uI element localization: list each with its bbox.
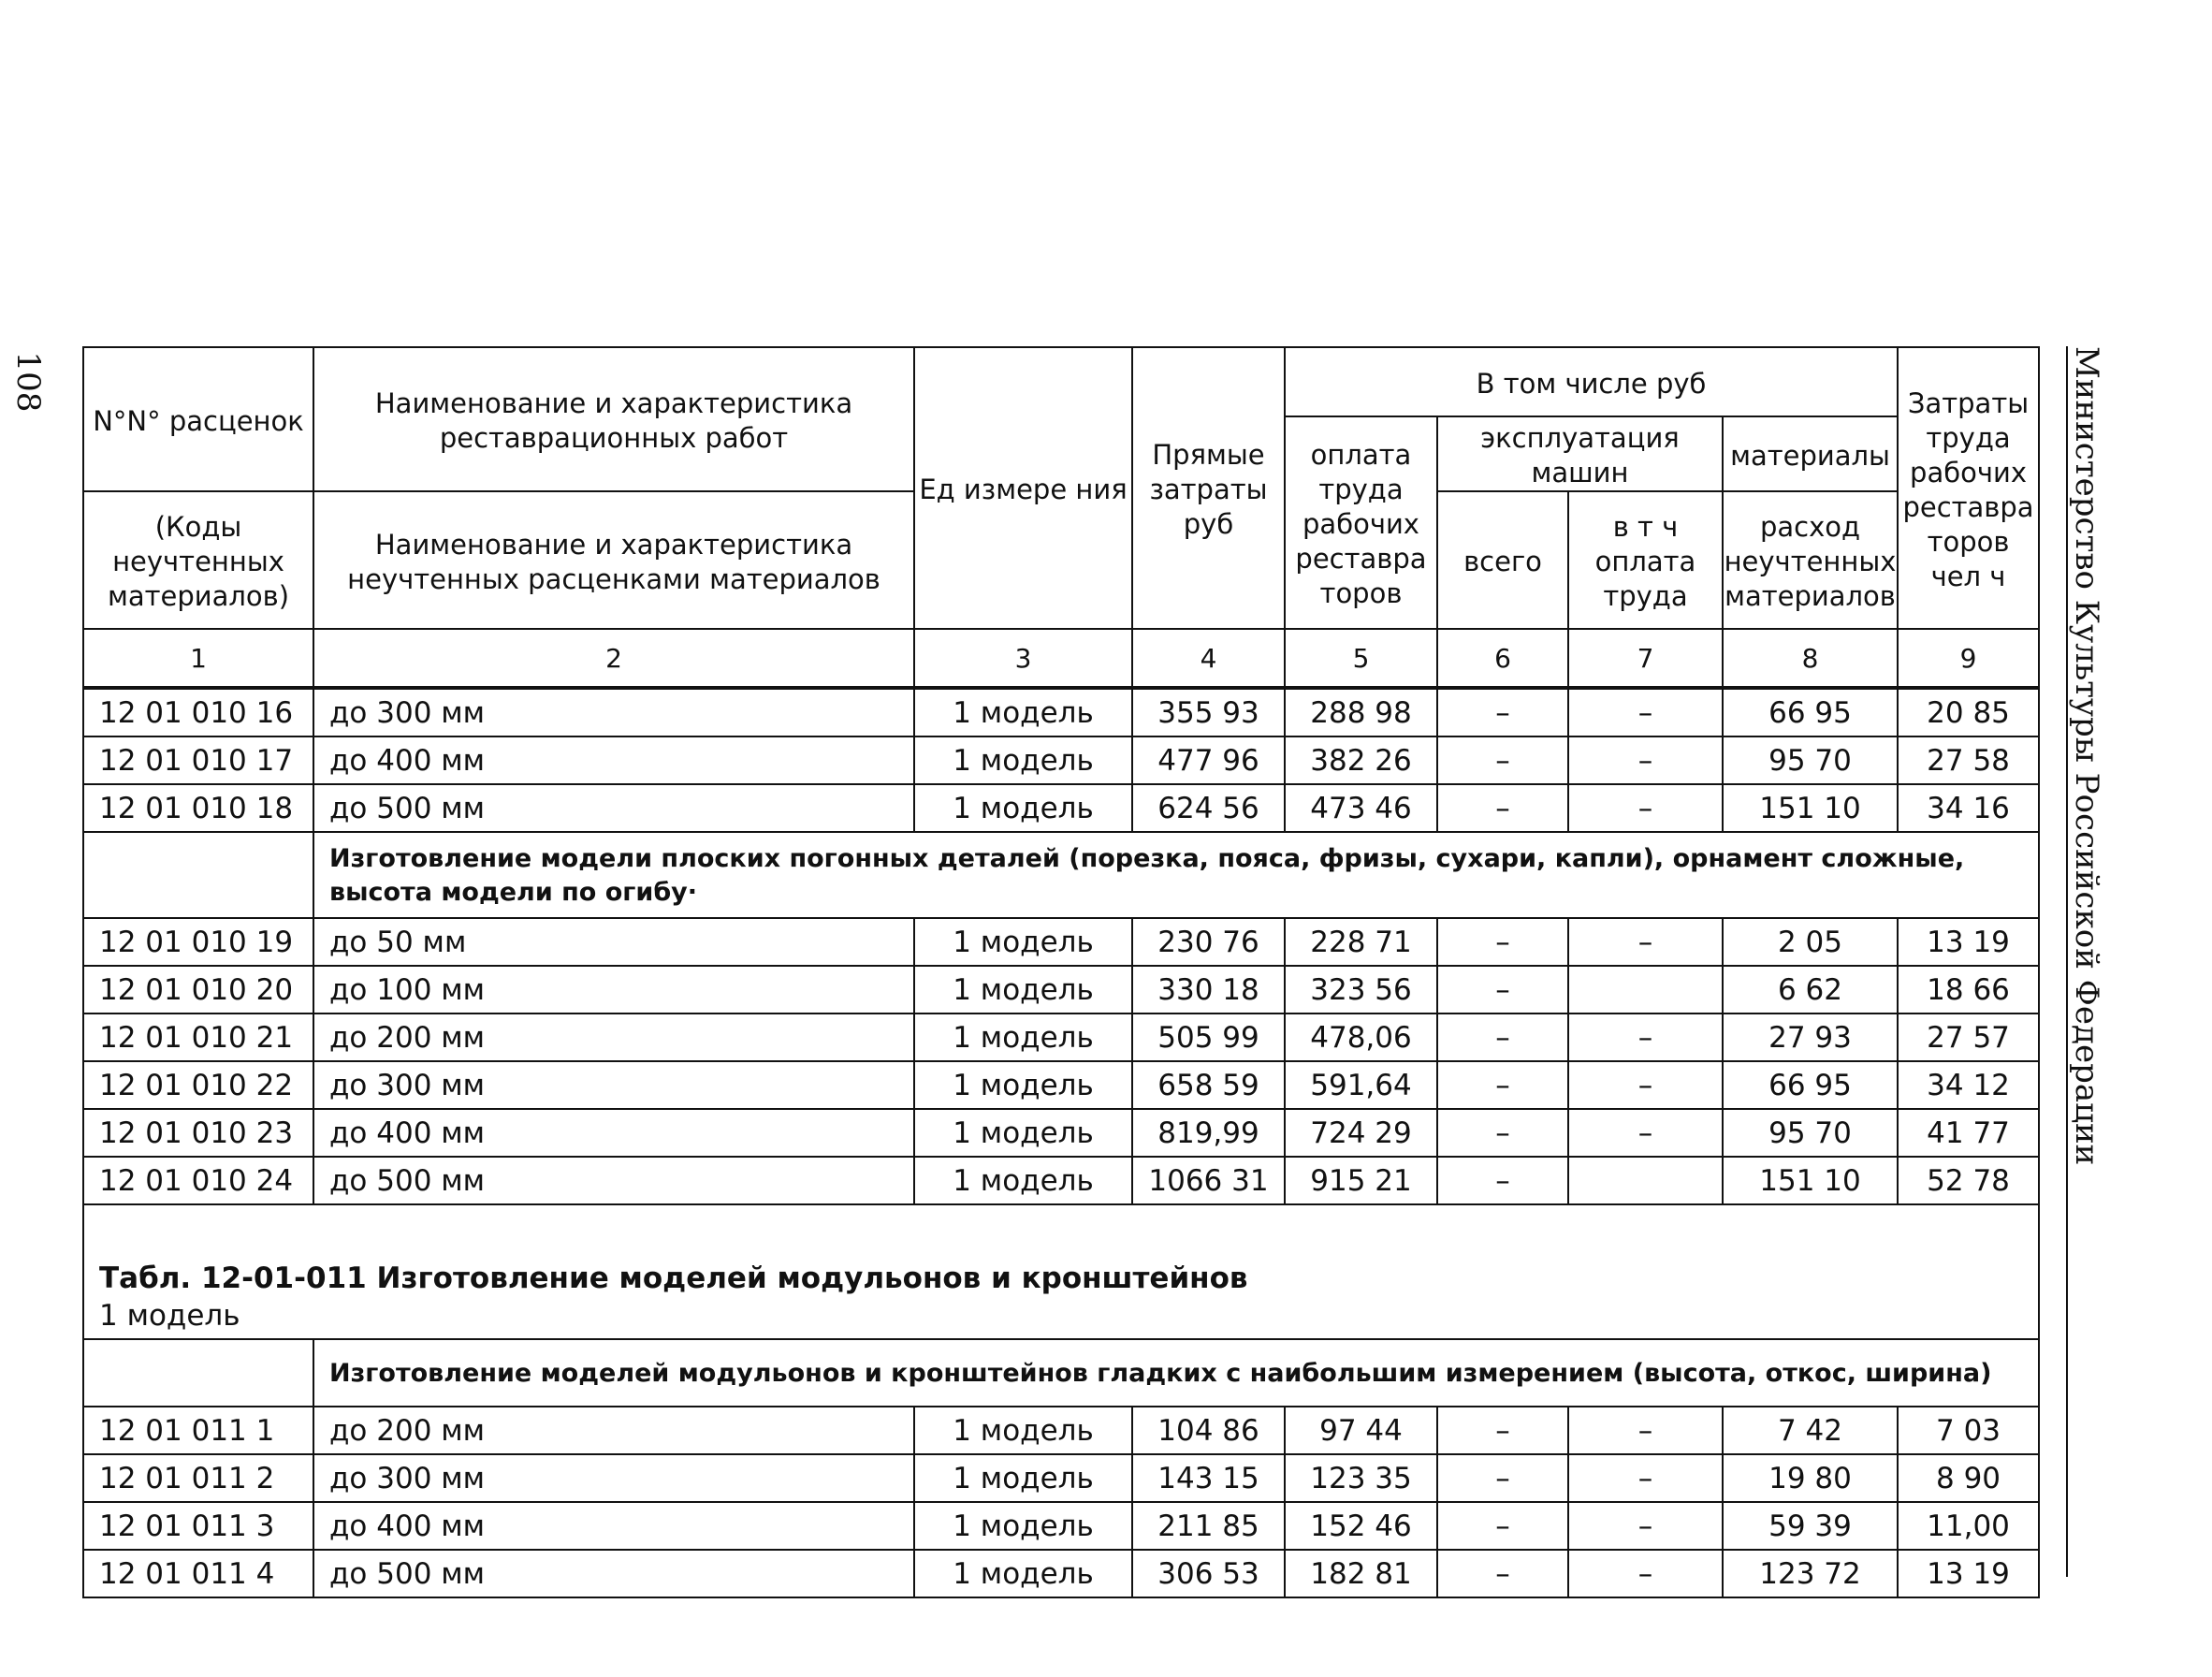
rate-code: 12 01 010 22 <box>83 1061 313 1109</box>
direct-cost: 1066 31 <box>1132 1157 1285 1204</box>
direct-cost: 819,99 <box>1132 1109 1285 1157</box>
labor-hours: 7 03 <box>1898 1407 2039 1454</box>
column-number: 7 <box>1568 629 1723 688</box>
machine-cost: – <box>1437 1502 1568 1550</box>
materials-cost: 66 95 <box>1723 1061 1898 1109</box>
running-header <box>2040 346 2133 1166</box>
direct-cost: 104 86 <box>1132 1407 1285 1454</box>
direct-cost: 143 15 <box>1132 1454 1285 1502</box>
unit-cell: 1 модель <box>914 1454 1132 1502</box>
labor-hours: 41 77 <box>1898 1109 2039 1157</box>
labor-hours: 52 78 <box>1898 1157 2039 1204</box>
header-col4: Прямые затраты руб <box>1132 347 1285 629</box>
machine-labor-cost: – <box>1568 1061 1723 1109</box>
materials-cost: 27 93 <box>1723 1013 1898 1061</box>
header-rule <box>2066 346 2068 1577</box>
materials-cost: 66 95 <box>1723 688 1898 736</box>
column-number: 4 <box>1132 629 1285 688</box>
header-group: В том числе руб <box>1285 347 1898 416</box>
labor-cost: 228 71 <box>1285 918 1437 966</box>
work-name: до 300 мм <box>313 688 914 736</box>
machine-cost: – <box>1437 688 1568 736</box>
unit-cell: 1 модель <box>914 688 1132 736</box>
labor-cost: 382 26 <box>1285 736 1437 784</box>
work-name: до 400 мм <box>313 1502 914 1550</box>
direct-cost: 505 99 <box>1132 1013 1285 1061</box>
header-col9: Затраты труда рабочих реставра торов чел ч <box>1898 347 2039 629</box>
column-number: 5 <box>1285 629 1437 688</box>
table-title-cell <box>83 1204 2039 1339</box>
section-heading-row <box>83 832 2039 918</box>
table-row <box>83 688 2039 736</box>
column-number: 3 <box>914 629 1132 688</box>
labor-hours: 11,00 <box>1898 1502 2039 1550</box>
machine-labor-cost: – <box>1568 1454 1723 1502</box>
header-col6: всего <box>1437 491 1568 629</box>
machine-cost: – <box>1437 1061 1568 1109</box>
materials-cost: 95 70 <box>1723 736 1898 784</box>
materials-cost: 7 42 <box>1723 1407 1898 1454</box>
unit-cell: 1 модель <box>914 1061 1132 1109</box>
table-row <box>83 1109 2039 1157</box>
labor-hours: 13 19 <box>1898 918 2039 966</box>
rate-code: 12 01 011 4 <box>83 1550 313 1597</box>
work-name: до 400 мм <box>313 736 914 784</box>
machine-cost: – <box>1437 1550 1568 1597</box>
header-col5: оплата труда рабочих реставра торов <box>1285 416 1437 629</box>
materials-cost: 151 10 <box>1723 1157 1898 1204</box>
table-row <box>83 784 2039 832</box>
labor-hours: 20 85 <box>1898 688 2039 736</box>
labor-hours: 8 90 <box>1898 1454 2039 1502</box>
table-row <box>83 1550 2039 1597</box>
rate-code: 12 01 010 16 <box>83 688 313 736</box>
direct-cost: 658 59 <box>1132 1061 1285 1109</box>
machine-labor-cost <box>1568 966 1723 1013</box>
table-row <box>83 1502 2039 1550</box>
header-col2-top: Наименование и характеристика реставрационных работ <box>313 347 914 491</box>
table-row <box>83 1013 2039 1061</box>
table-title-row <box>83 1204 2039 1339</box>
header-col1-top: N°N° расценок <box>83 347 313 491</box>
materials-cost: 6 62 <box>1723 966 1898 1013</box>
rate-code: 12 01 011 1 <box>83 1407 313 1454</box>
header-col1-bottom: (Коды неучтенных материалов) <box>83 491 313 629</box>
page-number: 108 <box>9 351 47 413</box>
materials-cost: 95 70 <box>1723 1109 1898 1157</box>
section-heading: Изготовление модели плоских погонных деталей (порезка, пояса, фризы, сухари, капли), орнамент сложные, высота модели по огибу· <box>313 832 2039 918</box>
header-col3: Ед измере ния <box>914 347 1132 629</box>
work-name: до 500 мм <box>313 1550 914 1597</box>
work-name: до 200 мм <box>313 1013 914 1061</box>
machine-cost: – <box>1437 1407 1568 1454</box>
machine-cost: – <box>1437 966 1568 1013</box>
materials-cost: 151 10 <box>1723 784 1898 832</box>
rate-code: 12 01 010 24 <box>83 1157 313 1204</box>
rate-code: 12 01 011 3 <box>83 1502 313 1550</box>
labor-hours: 34 12 <box>1898 1061 2039 1109</box>
work-name: до 400 мм <box>313 1109 914 1157</box>
labor-cost: 323 56 <box>1285 966 1437 1013</box>
table-row <box>83 1061 2039 1109</box>
header-materials: материалы <box>1723 416 1898 491</box>
header-machines: эксплуатация машин <box>1437 416 1723 491</box>
direct-cost: 211 85 <box>1132 1502 1285 1550</box>
machine-cost: – <box>1437 736 1568 784</box>
work-name: до 100 мм <box>313 966 914 1013</box>
work-name: до 300 мм <box>313 1061 914 1109</box>
table-row <box>83 918 2039 966</box>
unit-cell: 1 модель <box>914 784 1132 832</box>
machine-cost: – <box>1437 1109 1568 1157</box>
section-heading: Изготовление моделей модульонов и кронштейнов гладких с наибольшим измерением (высота, откос, ширина) <box>313 1339 2039 1407</box>
column-number: 1 <box>83 629 313 688</box>
machine-labor-cost <box>1568 1157 1723 1204</box>
table-title: Табл. 12-01-011 Изготовление моделей модульонов и кронштейнов <box>99 1261 1248 1295</box>
column-number: 8 <box>1723 629 1898 688</box>
unit-cell: 1 модель <box>914 1407 1132 1454</box>
machine-labor-cost: – <box>1568 784 1723 832</box>
rate-code: 12 01 010 19 <box>83 918 313 966</box>
rate-code: 12 01 010 18 <box>83 784 313 832</box>
direct-cost: 624 56 <box>1132 784 1285 832</box>
empty-cell <box>83 1339 313 1407</box>
header-col2-bottom: Наименование и характеристика неучтенных расценками материалов <box>313 491 914 629</box>
work-name: до 200 мм <box>313 1407 914 1454</box>
materials-cost: 2 05 <box>1723 918 1898 966</box>
labor-cost: 288 98 <box>1285 688 1437 736</box>
table-row <box>83 1157 2039 1204</box>
work-name: до 300 мм <box>313 1454 914 1502</box>
rate-code: 12 01 010 21 <box>83 1013 313 1061</box>
column-number-row <box>83 629 2039 688</box>
work-name: до 500 мм <box>313 784 914 832</box>
table-unit: 1 модель <box>99 1299 240 1333</box>
machine-cost: – <box>1437 1157 1568 1204</box>
header-col7: в т ч оплата труда <box>1568 491 1723 629</box>
labor-hours: 27 57 <box>1898 1013 2039 1061</box>
empty-cell <box>83 832 313 918</box>
machine-labor-cost: – <box>1568 1013 1723 1061</box>
machine-labor-cost: – <box>1568 918 1723 966</box>
labor-cost: 182 81 <box>1285 1550 1437 1597</box>
unit-cell: 1 модель <box>914 1013 1132 1061</box>
machine-cost: – <box>1437 1454 1568 1502</box>
unit-cell: 1 модель <box>914 966 1132 1013</box>
machine-cost: – <box>1437 1013 1568 1061</box>
machine-labor-cost: – <box>1568 1407 1723 1454</box>
direct-cost: 306 53 <box>1132 1550 1285 1597</box>
labor-hours: 34 16 <box>1898 784 2039 832</box>
direct-cost: 330 18 <box>1132 966 1285 1013</box>
unit-cell: 1 модель <box>914 1550 1132 1597</box>
machine-labor-cost: – <box>1568 736 1723 784</box>
rate-code: 12 01 010 17 <box>83 736 313 784</box>
section-heading-row <box>83 1339 2039 1407</box>
labor-hours: 27 58 <box>1898 736 2039 784</box>
machine-labor-cost: – <box>1568 688 1723 736</box>
table-row <box>83 1407 2039 1454</box>
unit-cell: 1 модель <box>914 918 1132 966</box>
unit-cell: 1 модель <box>914 1502 1132 1550</box>
materials-cost: 123 72 <box>1723 1550 1898 1597</box>
work-name: до 50 мм <box>313 918 914 966</box>
direct-cost: 355 93 <box>1132 688 1285 736</box>
rate-code: 12 01 010 20 <box>83 966 313 1013</box>
labor-cost: 591,64 <box>1285 1061 1437 1109</box>
table-row <box>83 1454 2039 1502</box>
work-name: до 500 мм <box>313 1157 914 1204</box>
rate-code: 12 01 010 23 <box>83 1109 313 1157</box>
direct-cost: 230 76 <box>1132 918 1285 966</box>
machine-labor-cost: – <box>1568 1502 1723 1550</box>
unit-cell: 1 модель <box>914 1157 1132 1204</box>
labor-cost: 123 35 <box>1285 1454 1437 1502</box>
labor-cost: 915 21 <box>1285 1157 1437 1204</box>
machine-cost: – <box>1437 784 1568 832</box>
materials-cost: 59 39 <box>1723 1502 1898 1550</box>
running-header-text: Министерство Культуры Российской Федерации <box>2068 346 2105 1166</box>
direct-cost: 477 96 <box>1132 736 1285 784</box>
column-number: 9 <box>1898 629 2039 688</box>
header-col8: расход неучтенных материалов <box>1723 491 1898 629</box>
machine-cost: – <box>1437 918 1568 966</box>
rates-table <box>82 346 2040 1598</box>
machine-labor-cost: – <box>1568 1109 1723 1157</box>
table-row <box>83 966 2039 1013</box>
labor-cost: 97 44 <box>1285 1407 1437 1454</box>
rate-code: 12 01 011 2 <box>83 1454 313 1502</box>
table-row <box>83 736 2039 784</box>
machine-labor-cost: – <box>1568 1550 1723 1597</box>
unit-cell: 1 модель <box>914 1109 1132 1157</box>
labor-cost: 473 46 <box>1285 784 1437 832</box>
labor-hours: 13 19 <box>1898 1550 2039 1597</box>
labor-cost: 152 46 <box>1285 1502 1437 1550</box>
labor-cost: 724 29 <box>1285 1109 1437 1157</box>
labor-hours: 18 66 <box>1898 966 2039 1013</box>
column-number: 2 <box>313 629 914 688</box>
materials-cost: 19 80 <box>1723 1454 1898 1502</box>
unit-cell: 1 модель <box>914 736 1132 784</box>
labor-cost: 478,06 <box>1285 1013 1437 1061</box>
column-number: 6 <box>1437 629 1568 688</box>
